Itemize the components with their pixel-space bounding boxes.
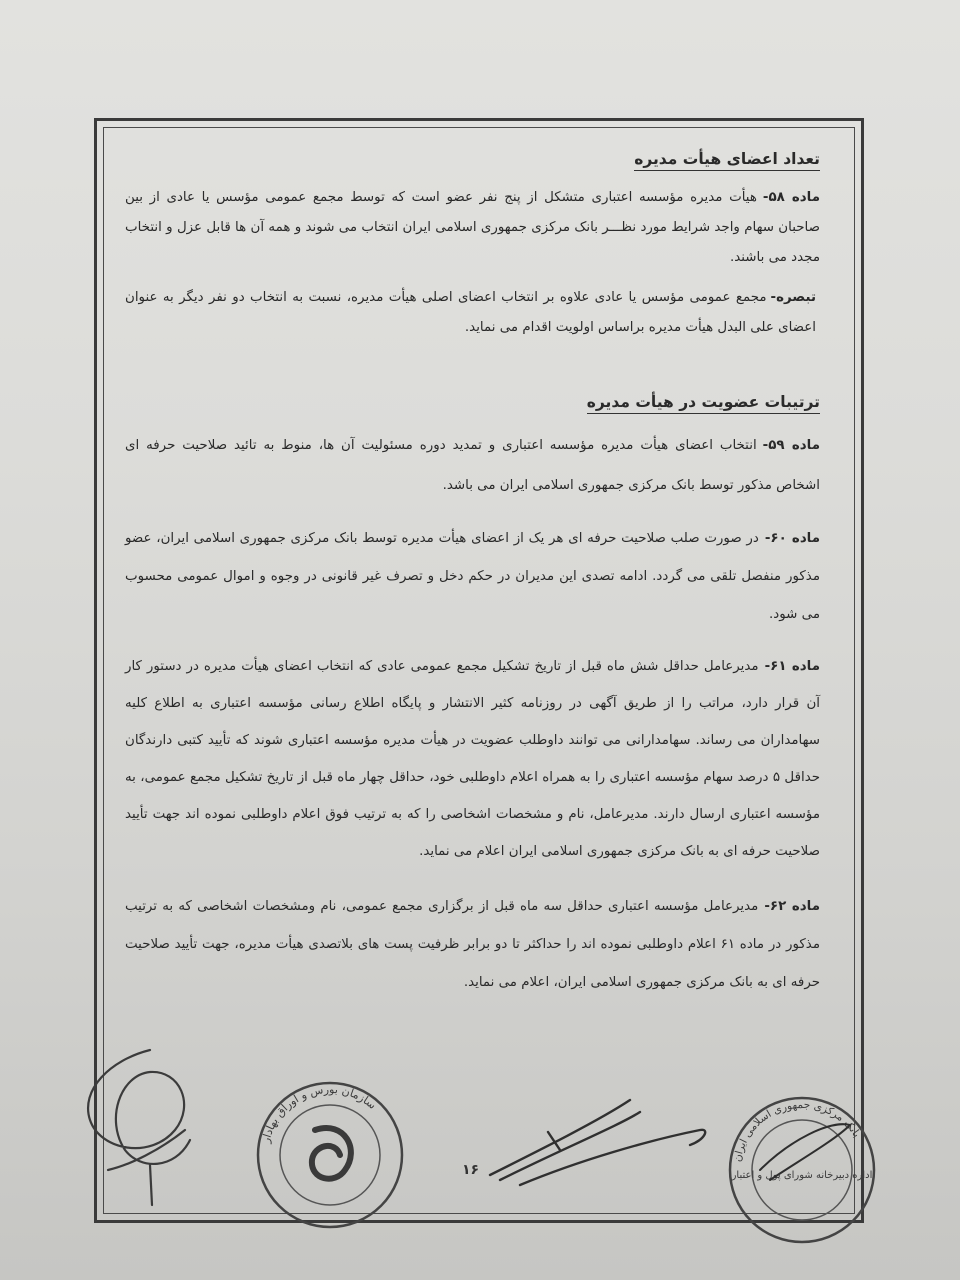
article-60-label: ماده ۶۰- — [764, 531, 821, 546]
section-heading-membership: ترتیبات عضویت در هیأت مدیره — [587, 393, 820, 414]
seal-right — [730, 1098, 874, 1242]
article-62-label: ماده ۶۲- — [764, 899, 820, 914]
article-59-label: ماده ۵۹- — [762, 438, 820, 453]
article-62-text: مدیرعامل مؤسسه اعتباری حداقل سه ماه قبل از برگزاری مجمع عمومی، نام ومشخصات اشخاصی که به ترتیب مذکور در ماده ۶۱ اعلام داوطلبی نموده اند را حداکثر تا دو برابر ظرفیت پست های بلاتصدی هیأت مدیره، جهت تأیید صلاحیت حرفه ای به بانک مرکزی جمهوری اسلامی ایران، اعلام می نماید. — [125, 899, 820, 990]
seal-left — [258, 1083, 402, 1227]
article-59-text: انتخاب اعضای هیأت مدیره مؤسسه اعتباری و تمدید دوره مسئولیت آن ها، منوط به تائید صلاحیت حرفه ای اشخاص مذکور توسط بانک مرکزی جمهوری اسلامی ایران می باشد. — [125, 438, 820, 493]
signature-left — [88, 1050, 190, 1205]
signature-center — [490, 1100, 705, 1185]
section-heading-board-count: تعداد اعضای هیأت مدیره — [634, 150, 820, 171]
seal-left-text: سازمان بورس و اوراق بهادار — [259, 1082, 379, 1145]
note-label: تبصره- — [770, 290, 816, 305]
seal-right-text: بانک مرکزی جمهوری اسلامی ایران — [731, 1098, 863, 1163]
article-58-label: ماده ۵۸- — [762, 190, 820, 205]
article-61-text: مدیرعامل حداقل شش ماه قبل از تاریخ تشکیل مجمع عمومی عادی که انتخاب اعضای هیأت مدیره در دستور کار آن قرار دارد، مراتب را از طریق آگهی در روزنامه کثیر الانتشار و پایگاه اطلاع رسانی مؤسسه اعتباری به اطلاع کلیه سهامداران می رساند. سهامدارانی می توانند داوطلب عضویت در هیأت مدیره مؤسسه اعتباری شوند که تأیید کتبی دارندگان حداقل ۵ درصد سهام مؤسسه اعتباری را به همراه اعلام داوطلبی خود، حداقل چهار ماه قبل از تاریخ تشکیل مجمع عمومی، به مؤسسه اعتباری ارسال دارند. مدیرعامل، نام و مشخصات اشخاصی را که به ترتیب فوق اعلام داوطلبی نموده اند جهت تأیید صلاحیت حرفه ای به بانک مرکزی جمهوری اسلامی ایران اعلام می نماید. — [125, 659, 820, 859]
article-60-text: در صورت صلب صلاحیت حرفه ای هر یک از اعضای هیأت مدیره توسط بانک مرکزی جمهوری اسلامی ایران، عضو مذکور منفصل تلقی می گردد. ادامه تصدی این مدیران در حکم دخل و تصرف غیر قانونی در وجوه و اموال عمومی محسوب می شود. — [125, 531, 820, 622]
note-text: مجمع عمومی مؤسس یا عادی علاوه بر انتخاب اعضای اصلی هیأت مدیره، نسبت به انتخاب دو نفر دیگر به عنوان اعضای علی البدل هیأت مدیره براساس اولویت اقدام می نماید. — [125, 290, 816, 335]
article-58-text: هیأت مدیره مؤسسه اعتباری متشکل از پنج نفر عضو است که توسط مجمع عمومی مؤسس یا عادی از بین صاحبان سهام واجد شرایط مورد نظـــر بانک مرکزی جمهوری اسلامی ایران انتخاب می شوند و همه آن ها قابل عزل و انتخاب مجدد می باشند. — [125, 190, 820, 265]
seal-right-inner-text: اداره دبیرخانه شورای پول و اعتبار — [731, 1170, 873, 1181]
article-61-label: ماده ۶۱- — [764, 659, 820, 674]
page-number: ۱۶ — [462, 1162, 480, 1178]
